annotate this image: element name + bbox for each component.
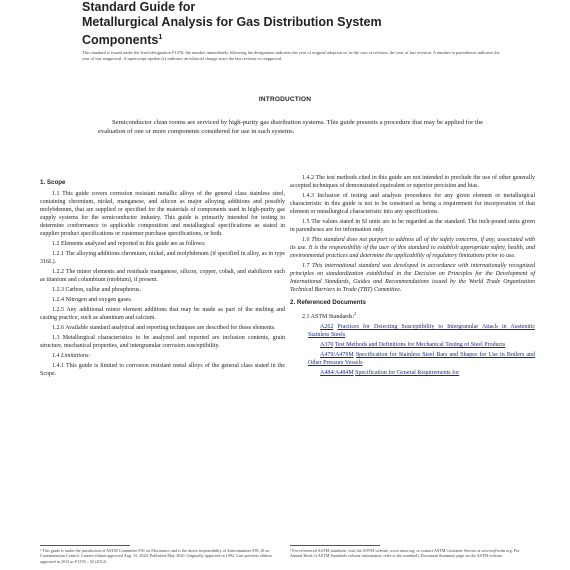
designation-notice: This standard is issued under the fixed designation F1376; the number immediately following the designation indicates the year of original adoption or, in the case of revision, the year of last revision. A number in parentheses indicates the year of last reapproval. A superscript epsilon (ε) indicates an editorial change since the last revision or reapproval. — [82, 50, 500, 61]
left-column — [40, 174, 285, 380]
reference-code-link[interactable]: A370 — [320, 342, 334, 349]
footnote-rule-left — [40, 545, 130, 546]
paragraph-1-2-1: 1.2.1 The alloying additions chromium, nickel, and molybdenum (if specified in alloy, as in type 316L). — [40, 251, 285, 266]
footnote-2: ² For referenced ASTM standards, visit the ASTM website, www.astm.org, or contact ASTM Customer Service at service@astm.org. For Annual Book of ASTM Standards volume information, refer to the standard's Document Summary page on the ASTM website. — [290, 548, 520, 559]
scope-heading: 1. Scope — [40, 179, 66, 186]
paragraph-1-4-1: 1.4.1 This guide is limited to corrosion resistant metal alloys of the general class stated in the Scope. — [40, 362, 285, 377]
introduction-text: Semiconductor clean rooms are serviced by high-purity gas distribution systems. This guide presents a procedure that may be applied for the evaluation of one or more components considered for use in such systems. — [98, 119, 484, 135]
footnote-1: ¹ This guide is under the jurisdiction of ASTM Committee F01 on Electronics and is the direct responsibility of Subcommittee F01.10 on Contamination Control. Current edition approved Aug. 15, 2020. Published May 2020. Originally approved in 1992. Last previous edition approved in 2012 as F1376 – 92 (2012). — [40, 548, 272, 564]
right-column — [290, 174, 535, 379]
reference-code-link[interactable]: A484/A484M — [320, 369, 354, 376]
title-line-3-text: Components — [82, 33, 159, 48]
paragraph-1-2-2: 1.2.2 The minor elements and residuals manganese, silicon, copper, cobalt, and stabilizers such as titanium and columbium (niobium), if present. — [40, 269, 285, 284]
paragraph-1-6: 1.6 This standard does not purport to address all of the safety concerns, if any, associated with its use. It is the responsibility of the user of this standard to establish appropriate safety, health, and environmental practices and determine the applicability of regulatory limitations prior to use. — [290, 237, 535, 260]
reference-item[interactable] — [290, 369, 535, 377]
paragraph-1-4-2: 1.4.2 The test methods cited in this guide are not intended to preclude the use of other generally accepted techniques of demonstrated equivalent or superior precision and bias. — [290, 175, 535, 190]
paragraph-1-1: 1.1 This guide covers corrosion resistant metallic alloys of the general class stainless steel, containing chromium, nickel, manganese, and silicon as major alloying additions and possibly molybdenum, that are supplied or specified for the materials of components used in high-purity gas supply systems for the semiconductor industry. This guide is primarily intended for testing to determine conformance to applicable composition and metallurgical specifications as stated in supplier product specifications or customer purchase specifications, or both. — [40, 191, 285, 238]
paragraph-1-2-5: 1.2.5 Any additional minor element additions that may be made as part of the melting and casting practice, such as aluminum and calcium. — [40, 307, 285, 322]
paragraph-1-3: 1.3 Metallurgical characteristics to be analyzed and reported are inclusion contents, grain structure, mechanical properties, and intergranular corrosion susceptibility. — [40, 334, 285, 349]
paragraph-1-5: 1.5 The values stated in SI units are to be regarded as the standard. The inch-pound units given in parentheses are for information only. — [290, 219, 535, 234]
reference-code-link[interactable]: A262 — [320, 324, 334, 331]
title-line-1: Standard Guide for — [82, 0, 196, 14]
paragraph-1-4-3: 1.4.3 Inclusion of testing and analysis procedures for any given element or metallurgical characteristic in this guide is not to be construed as being a requirement for incorporation of that element or metallurgical characteristic into any specifications. — [290, 192, 535, 216]
reference-list — [290, 323, 535, 377]
paragraph-1-4: 1.4 Limitations: — [52, 352, 91, 359]
reference-code-link[interactable]: A479/A479M — [320, 351, 354, 358]
reference-item[interactable] — [290, 351, 535, 367]
reference-title-link[interactable]: Specification for General Requirements for — [355, 369, 460, 376]
title-line-2: Metallurgical Analysis for Gas Distribution System — [82, 15, 382, 29]
reference-title-link[interactable]: Practices for Detecting Susceptibility to Intergranular Attack in Austenitic Stainless Steels — [308, 324, 535, 339]
paragraph-1-7: 1.7 This international standard was developed in accordance with internationally recognized principles on standardization established in the Decision on Principles for the Development of International Standards, Guides and Recommendations issued by the World Trade Organization Technical Barriers to Trade (TBT) Committee. — [290, 263, 535, 294]
paragraph-1-2-3: 1.2.3 Carbon, sulfur and phosphorus. — [52, 287, 141, 294]
title-line-3 — [82, 30, 502, 48]
paragraph-1-2-4: 1.2.4 Nitrogen and oxygen gases. — [52, 297, 133, 304]
reference-item[interactable] — [290, 323, 535, 339]
document-title — [82, 0, 502, 48]
astm-standards-label: 2.1 ASTM Standards: — [302, 314, 355, 321]
footnote-2-marker: 2 — [354, 311, 357, 317]
paragraph-2-1 — [290, 310, 535, 321]
referenced-documents-heading: 2. Referenced Documents — [290, 299, 366, 307]
reference-title-link[interactable]: Test Methods and Definitions for Mechanical Testing of Steel Products — [334, 342, 506, 349]
footnote-rule-right — [290, 545, 380, 546]
reference-item[interactable] — [290, 341, 535, 349]
reference-title-link[interactable]: Specification for Stainless Steel Bars and Shapes for Use in Boilers and Other Pressure Vessels — [308, 351, 535, 366]
introduction-heading: INTRODUCTION — [258, 96, 312, 103]
paragraph-1-2-6: 1.2.6 Available standard analytical and reporting techniques are described for these elements. — [52, 324, 276, 331]
title-footnote-marker: 1 — [158, 34, 163, 41]
paragraph-1-2: 1.2 Elements analyzed and reported in this guide are as follows: — [52, 241, 206, 248]
